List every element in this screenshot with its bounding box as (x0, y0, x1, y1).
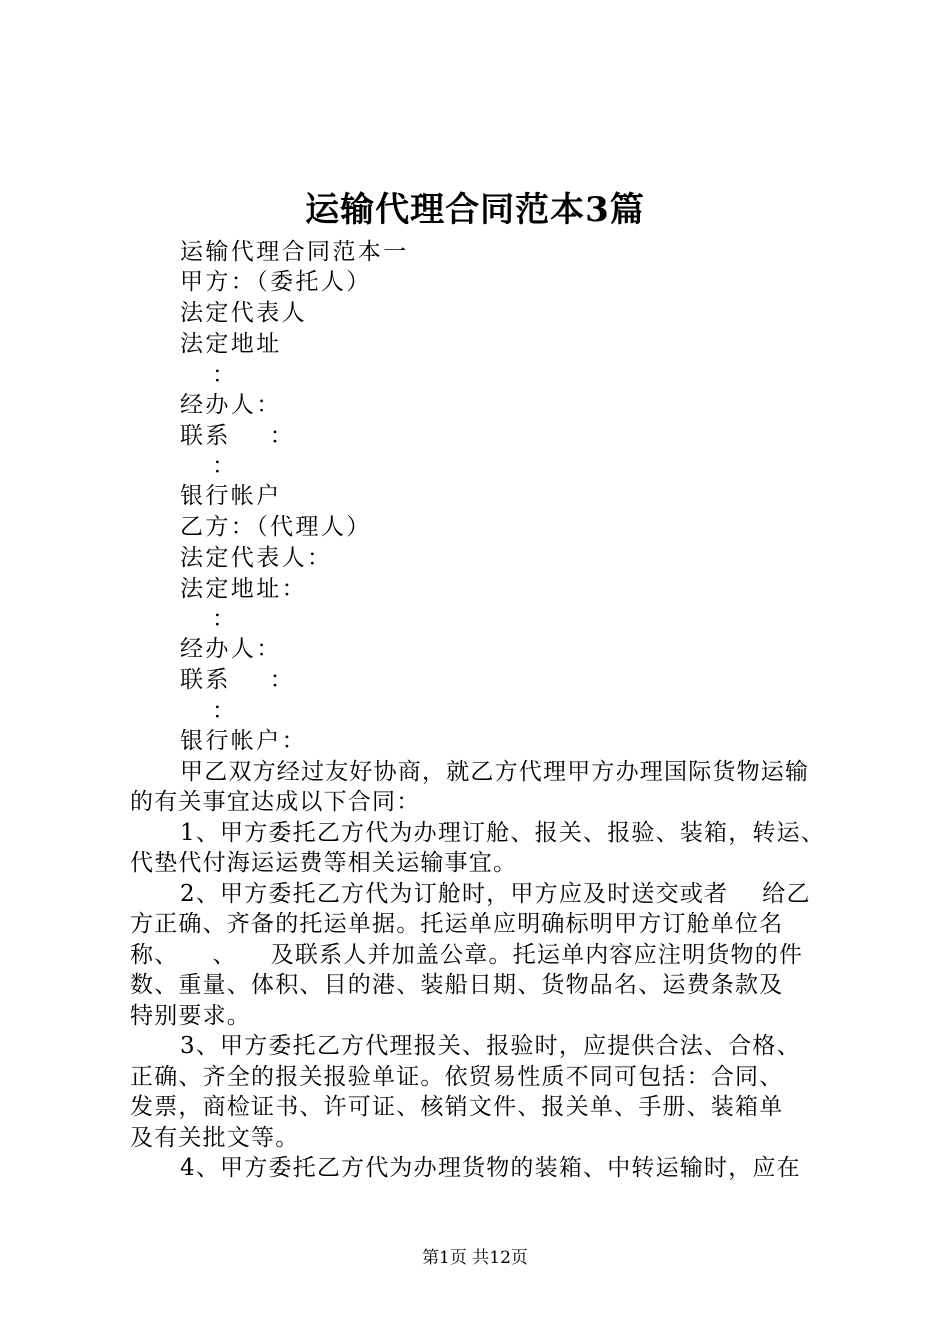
paragraph-line: 特别要求。 (130, 1003, 251, 1029)
paragraph-line: 3、甲方委托乙方代理报关、报验时，应提供合法、合格、 (180, 1033, 801, 1059)
header-line: 运输代理合同范本一 (180, 239, 409, 265)
header-line: 银行帐户 (180, 483, 282, 509)
paragraph-line: 正确、齐全的报关报验单证。依贸易性质不同可包括：合同、 (130, 1064, 784, 1090)
paragraph-line: 的有关事宜达成以下合同： (130, 789, 421, 815)
paragraph-line: 数、重量、体积、目的港、装船日期、货物品名、运费条款及 (130, 972, 784, 998)
header-line: 法定地址： (180, 576, 307, 602)
header-line: 联系 ： (180, 667, 296, 693)
paragraph-line: 甲乙双方经过友好协商，就乙方代理甲方办理国际货物运输 (180, 759, 810, 785)
header-line: 经办人： (180, 392, 282, 418)
paragraph-line: 4、甲方委托乙方代为办理货物的装箱、中转运输时，应在 (180, 1155, 801, 1181)
header-line: 法定代表人： (180, 545, 333, 571)
paragraph-line: 发票，商检证书、许可证、核销文件、报关单、手册、装箱单 (130, 1094, 784, 1120)
header-line: ： (212, 698, 235, 724)
page-footer: 第1页 共12页 (422, 1248, 528, 1268)
paragraph-line: 称、 、 及联系人并加盖公章。托运单内容应注明货物的件 (130, 942, 804, 968)
document-title: 运输代理合同范本3篇 (305, 190, 645, 230)
header-line: 联系 ： (180, 423, 296, 449)
paragraph-line: 代垫代付海运运费等相关运输事宜。 (130, 850, 518, 876)
header-line: 经办人： (180, 636, 282, 662)
header-line: 法定地址 (180, 331, 282, 357)
paragraph-line: 2、甲方委托乙方代为订舱时，甲方应及时送交或者 给乙 (180, 881, 811, 907)
paragraph-line: 方正确、齐备的托运单据。托运单应明确标明甲方订舱单位名 (130, 911, 784, 937)
header-line: ： (212, 453, 235, 479)
header-line: 乙方：（代理人） (180, 514, 372, 540)
header-line: 甲方：（委托人） (180, 269, 372, 295)
header-line: 法定代表人 (180, 300, 307, 326)
paragraph-line: 1、甲方委托乙方代为办理订舱、报关、报验、装箱，转运、 (180, 820, 826, 846)
header-line: ： (212, 606, 235, 632)
header-line: 银行帐户： (180, 728, 307, 754)
paragraph-line: 及有关批文等。 (130, 1125, 300, 1151)
header-line: ： (212, 362, 235, 388)
